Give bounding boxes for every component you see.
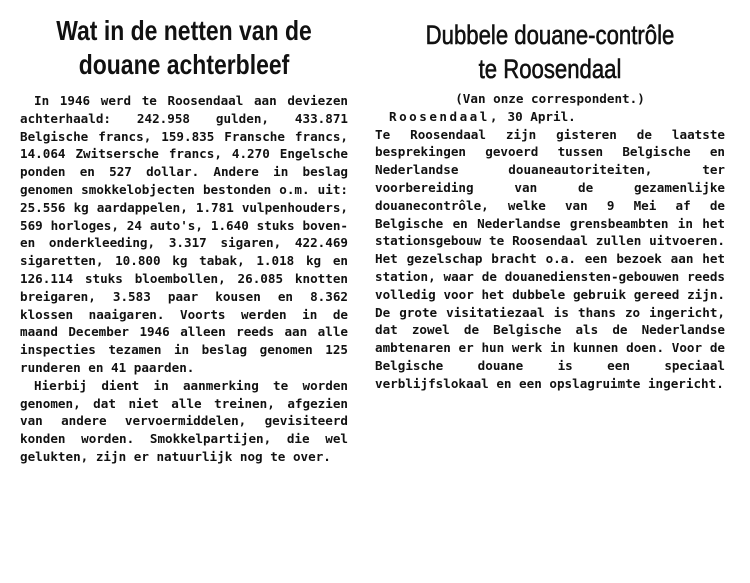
- right-paragraph-1: [375, 108, 725, 393]
- right-paragraph-1-text: Te Roosendaal zijn gisteren de laatste besprekingen gevoerd tussen Belgische en Nederlandse douaneautoriteiten, ter voorbereiding van de gezamenlijke douanecontrôle, welke van 9 Mei af de Belgische en Nederlandse grensbeambten in het stationsgebouw te Roosendaal zullen uitvoeren. Het gezelschap bracht o.a. een bezoek aan het station, waar de douanediensten-gebouwen reeds volledig voor het dubbele gebruik gereed zijn. De grote visitatiezaal is thans zo ingericht, dat zowel de Belgische als de Nederlandse ambtenaren er hun werk in kunnen doen. Voor de Belgische douane is een speciaal verblijfslokaal en een opslagruimte ingericht.: [375, 126, 725, 391]
- right-headline-line1: Dubbele douane-contrôle: [425, 20, 675, 50]
- left-headline: [50, 14, 319, 82]
- left-paragraph-1: In 1946 werd te Roosendaal aan deviezen achterhaald: 242.958 gulden, 433.871 Belgische francs, 159.835 Fransche francs, 14.064 Zwitsersche francs, 4.270 Engelsche ponden en 527 dollar. Andere in beslag genomen smokkelobjecten bestonden o.m. uit: 25.556 kg aardappelen, 1.781 vulpenhouders, 569 horloges, 24 auto's, 1.640 stuks boven- en onderkleeding, 3.317 sigaren, 422.469 sigaretten, 10.800 kg tabak, 1.018 kg en 126.114 stuks bloembollen, 26.085 knotten breigaren, 3.583 paar kousen en 8.362 klossen naaigaren. Voorts werden in de maand December 1946 alleen reeds aan alle inspecties tezamen in beslag genomen 125 runderen en 41 paarden.: [20, 93, 348, 375]
- right-headline-line2: te Roosendaal: [478, 54, 622, 84]
- left-article: [20, 0, 348, 466]
- left-headline-line1: Wat in de netten van de: [56, 15, 312, 46]
- right-article: [375, 0, 725, 393]
- right-headline: [407, 18, 694, 86]
- right-article-body: [375, 108, 725, 393]
- left-headline-line2: douane achterbleef: [78, 49, 290, 80]
- left-article-body: [20, 92, 348, 466]
- left-paragraph-2: Hierbij dient in aanmerking te worden genomen, dat niet alle treinen, afgezien van andere vervoermiddelen, gevisiteerd konden worden. Smokkelpartijen, die wel gelukten, zijn er natuurlijk nog te over.: [20, 377, 348, 464]
- byline: (Van onze correspondent.): [455, 91, 645, 106]
- dateline-date: 30 April.: [507, 108, 576, 124]
- dateline-place: Roosendaal,: [389, 108, 500, 124]
